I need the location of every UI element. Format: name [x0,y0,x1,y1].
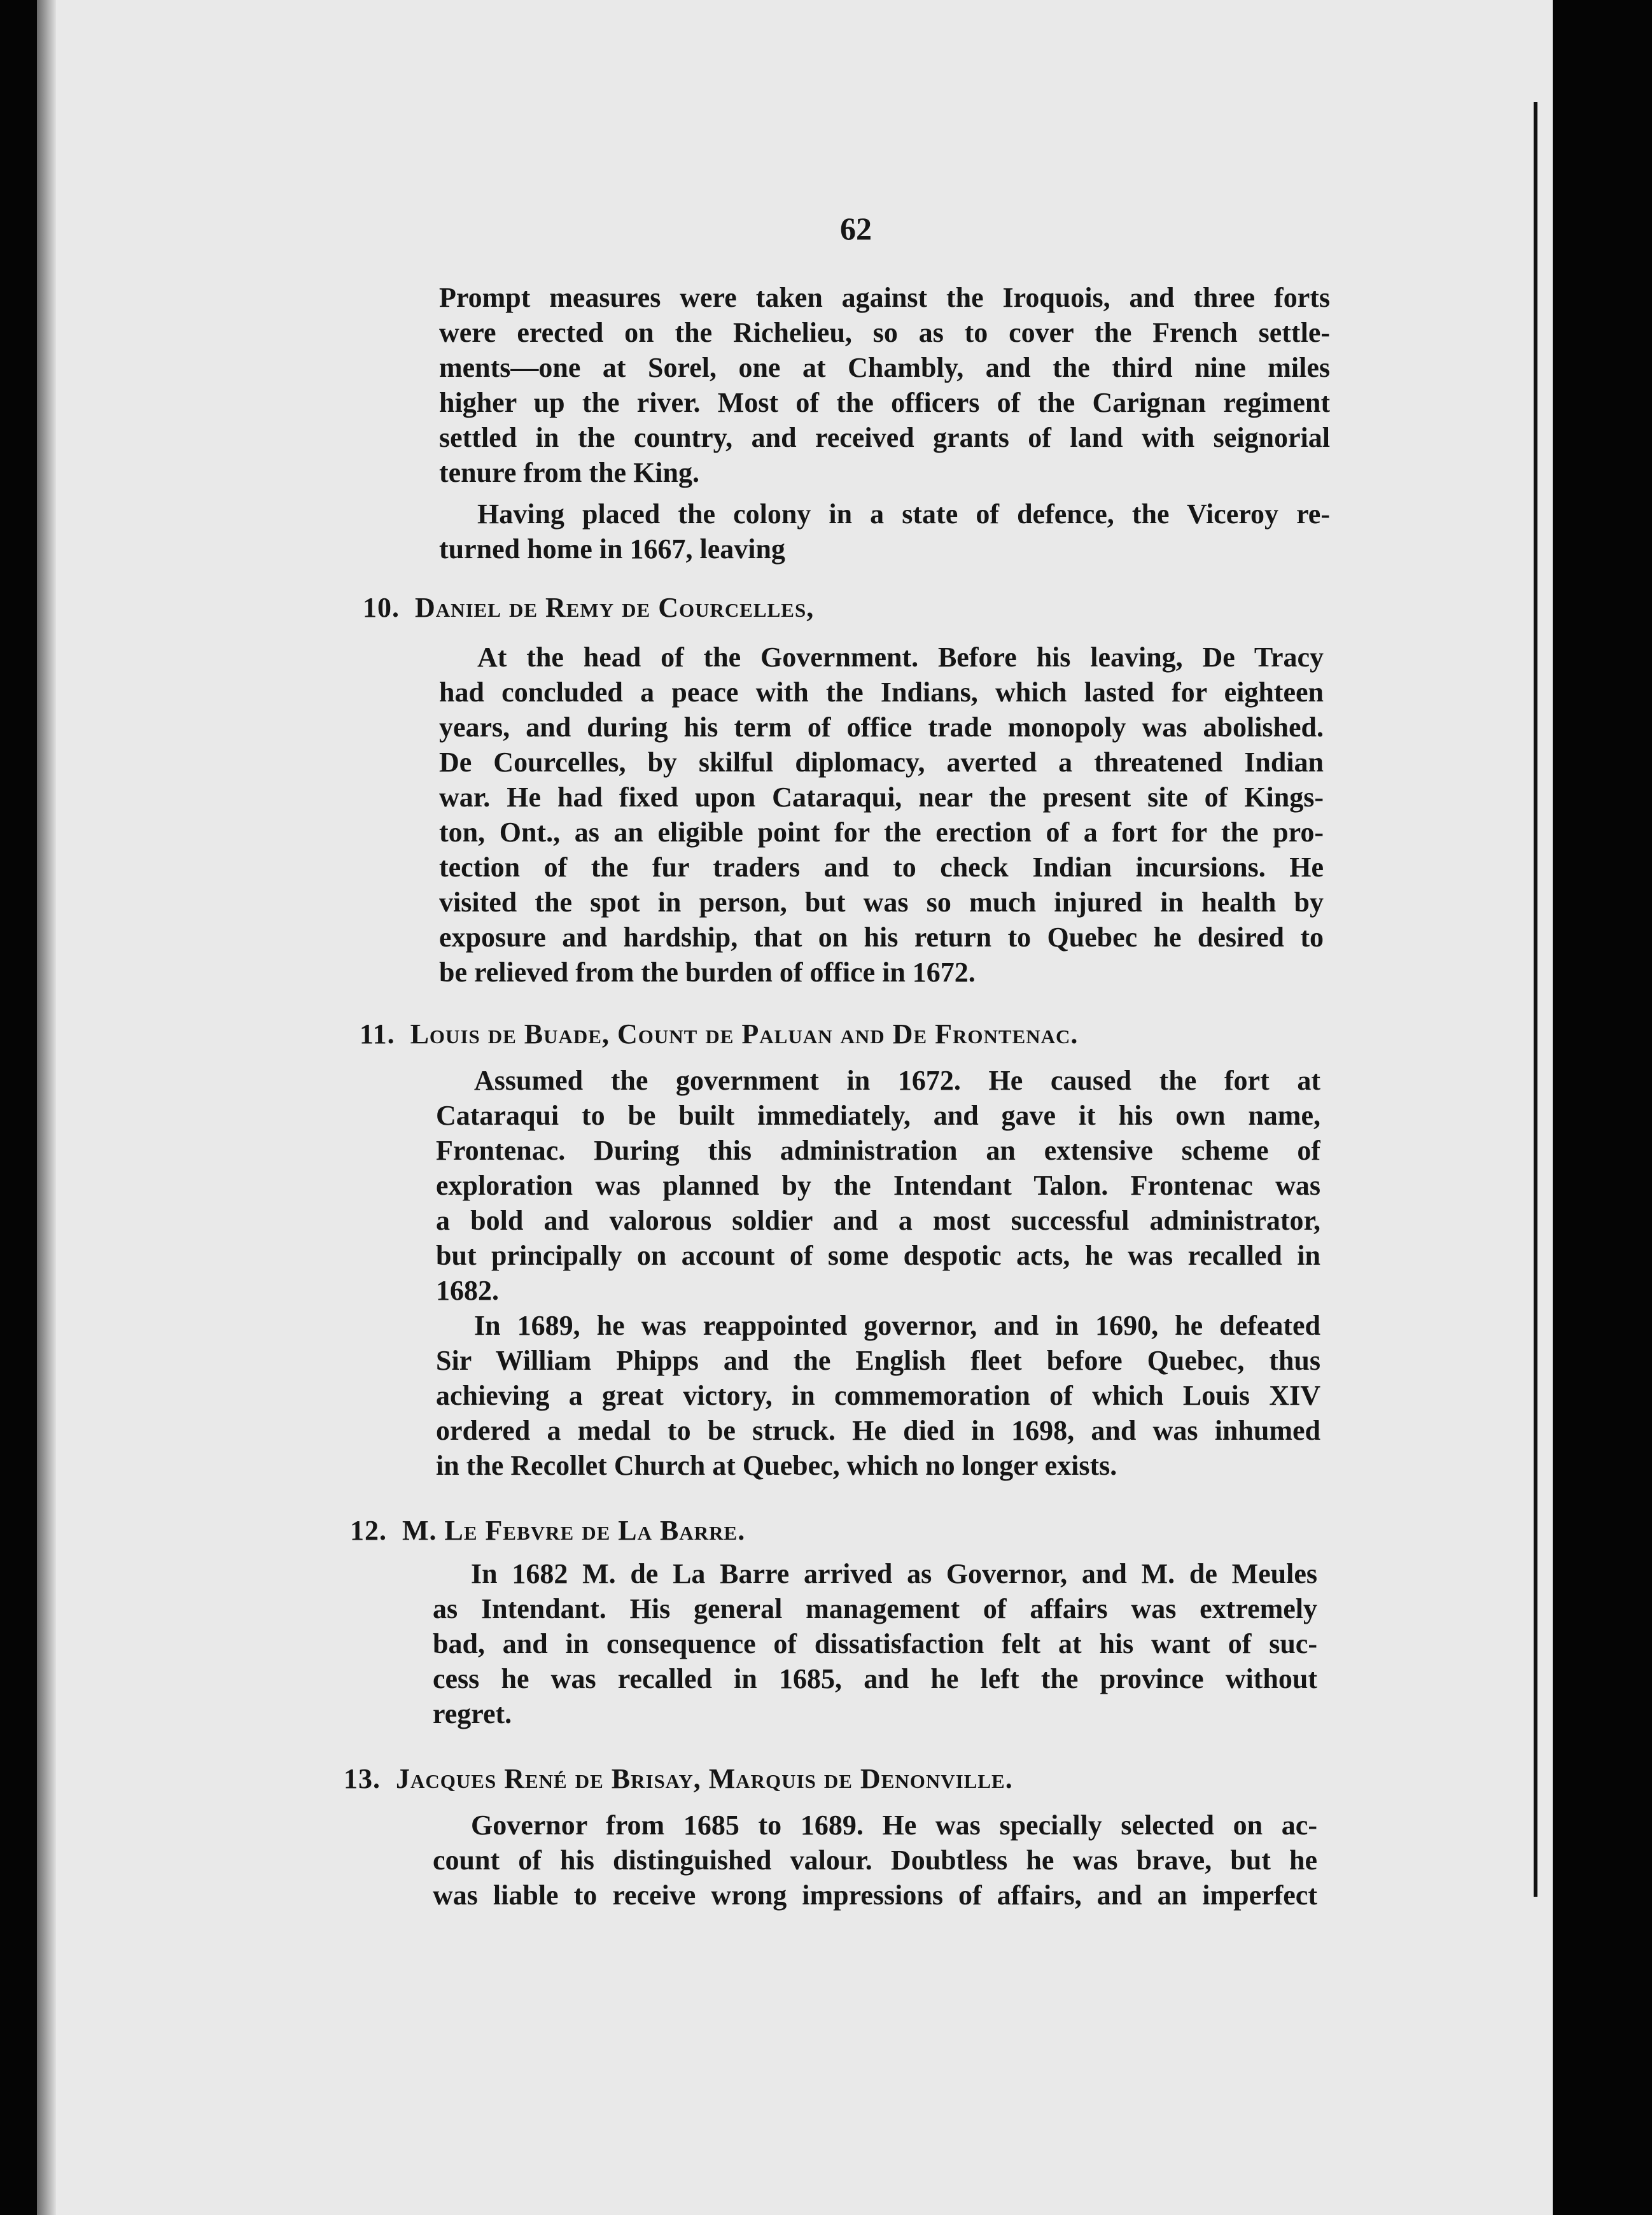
text-line: cess he was recalled in 1685, and he left the province without [433,1663,1317,1694]
text-line: were erected on the Richelieu, so as to cover the French settle- [439,317,1330,348]
text-line: At the head of the Government. Before his leaving, De Tracy [477,642,1324,673]
text-line: exploration was planned by the Intendant Talon. Frontenac was [436,1170,1320,1201]
text-line: war. He had fixed upon Cataraqui, near the present site of Kings- [439,782,1324,813]
text-line: count of his distinguished valour. Doubtless he was brave, but he [433,1845,1317,1876]
text-line: was liable to receive wrong impressions of affairs, and an imperfect [433,1880,1317,1911]
section-number: 12. [350,1515,387,1546]
text-line: Governor from 1685 to 1689. He was specially selected on ac- [471,1810,1317,1841]
text-line: In 1682 M. de La Barre arrived as Governor, and M. de Meules [471,1558,1317,1589]
section-title: M. Le Febvre de La Barre. [402,1515,746,1546]
text-line: settled in the country, and received grants of land with seignorial [439,422,1330,453]
text-line: tection of the fur traders and to check Indian incursions. He [439,852,1324,883]
text-line: Cataraqui to be built immediately, and gave it his own name, [436,1100,1320,1131]
text-line: ments—one at Sorel, one at Chambly, and the third nine miles [439,352,1330,383]
text-line: in the Recollet Church at Quebec, which no longer exists. [436,1450,1117,1481]
text-line: exposure and hardship, that on his return to Quebec he desired to [439,922,1324,953]
scan-right-border [1553,0,1652,2215]
section-number: 11. [360,1018,395,1050]
text-line: ordered a medal to be struck. He died in 1698, and was inhumed [436,1415,1320,1446]
section-12-body [433,1556,1317,1731]
section-10-body [439,640,1324,990]
section-number: 10. [363,592,400,623]
text-line: tenure from the King. [439,457,699,488]
section-heading-12 [350,1512,745,1550]
section-heading-13 [344,1760,1013,1798]
scan-left-border [0,0,37,2215]
text-line: as Intendant. His general management of affairs was extremely [433,1593,1317,1624]
text-line: Having placed the colony in a state of defence, the Viceroy re- [477,498,1330,530]
text-line: be relieved from the burden of office in 1672. [439,957,976,988]
paragraph-1 [439,280,1330,490]
paragraph-2 [439,496,1330,566]
text-line: but principally on account of some despotic acts, he was recalled in [436,1240,1320,1271]
text-line: regret. [433,1698,512,1729]
text-line: 1682. [436,1275,499,1306]
section-title: Jacques René de Brisay, Marquis de Denonville. [396,1763,1013,1794]
text-line: Frontenac. During this administration an extensive scheme of [436,1135,1320,1166]
text-line: In 1689, he was reappointed governor, and in 1690, he defeated [474,1310,1320,1341]
text-line: De Courcelles, by skilful diplomacy, averted a threatened Indian [439,747,1324,778]
page-number: 62 [840,211,872,246]
text-line: Prompt measures were taken against the Iroquois, and three forts [439,282,1330,313]
text-line: bad, and in consequence of dissatisfaction felt at his want of suc- [433,1628,1317,1659]
page-edge-line [1534,102,1537,1897]
text-line: ton, Ont., as an eligible point for the erection of a fort for the pro- [439,817,1324,848]
text-line: turned home in 1667, leaving [439,533,785,565]
section-11-body [436,1063,1320,1483]
text-line: years, and during his term of office trade monopoly was abolished. [439,712,1324,743]
text-line: achieving a great victory, in commemoration of which Louis XIV [436,1380,1320,1411]
section-heading-10 [363,589,814,627]
text-line: a bold and valorous soldier and a most successful administrator, [436,1205,1320,1236]
section-title: Louis de Buade, Count de Paluan and De Frontenac. [410,1018,1079,1050]
section-heading-11 [360,1015,1078,1053]
section-13-body [433,1808,1317,1913]
text-line: Sir William Phipps and the English fleet before Quebec, thus [436,1345,1320,1376]
text-line: Assumed the government in 1672. He caused the fort at [474,1065,1320,1096]
scan-left-shadow [37,0,56,2215]
text-line: visited the spot in person, but was so much injured in health by [439,887,1324,918]
text-line: higher up the river. Most of the officers of the Carignan regiment [439,387,1330,418]
text-line: had concluded a peace with the Indians, which lasted for eighteen [439,677,1324,708]
section-number: 13. [344,1763,381,1794]
section-title: Daniel de Remy de Courcelles, [415,592,815,623]
